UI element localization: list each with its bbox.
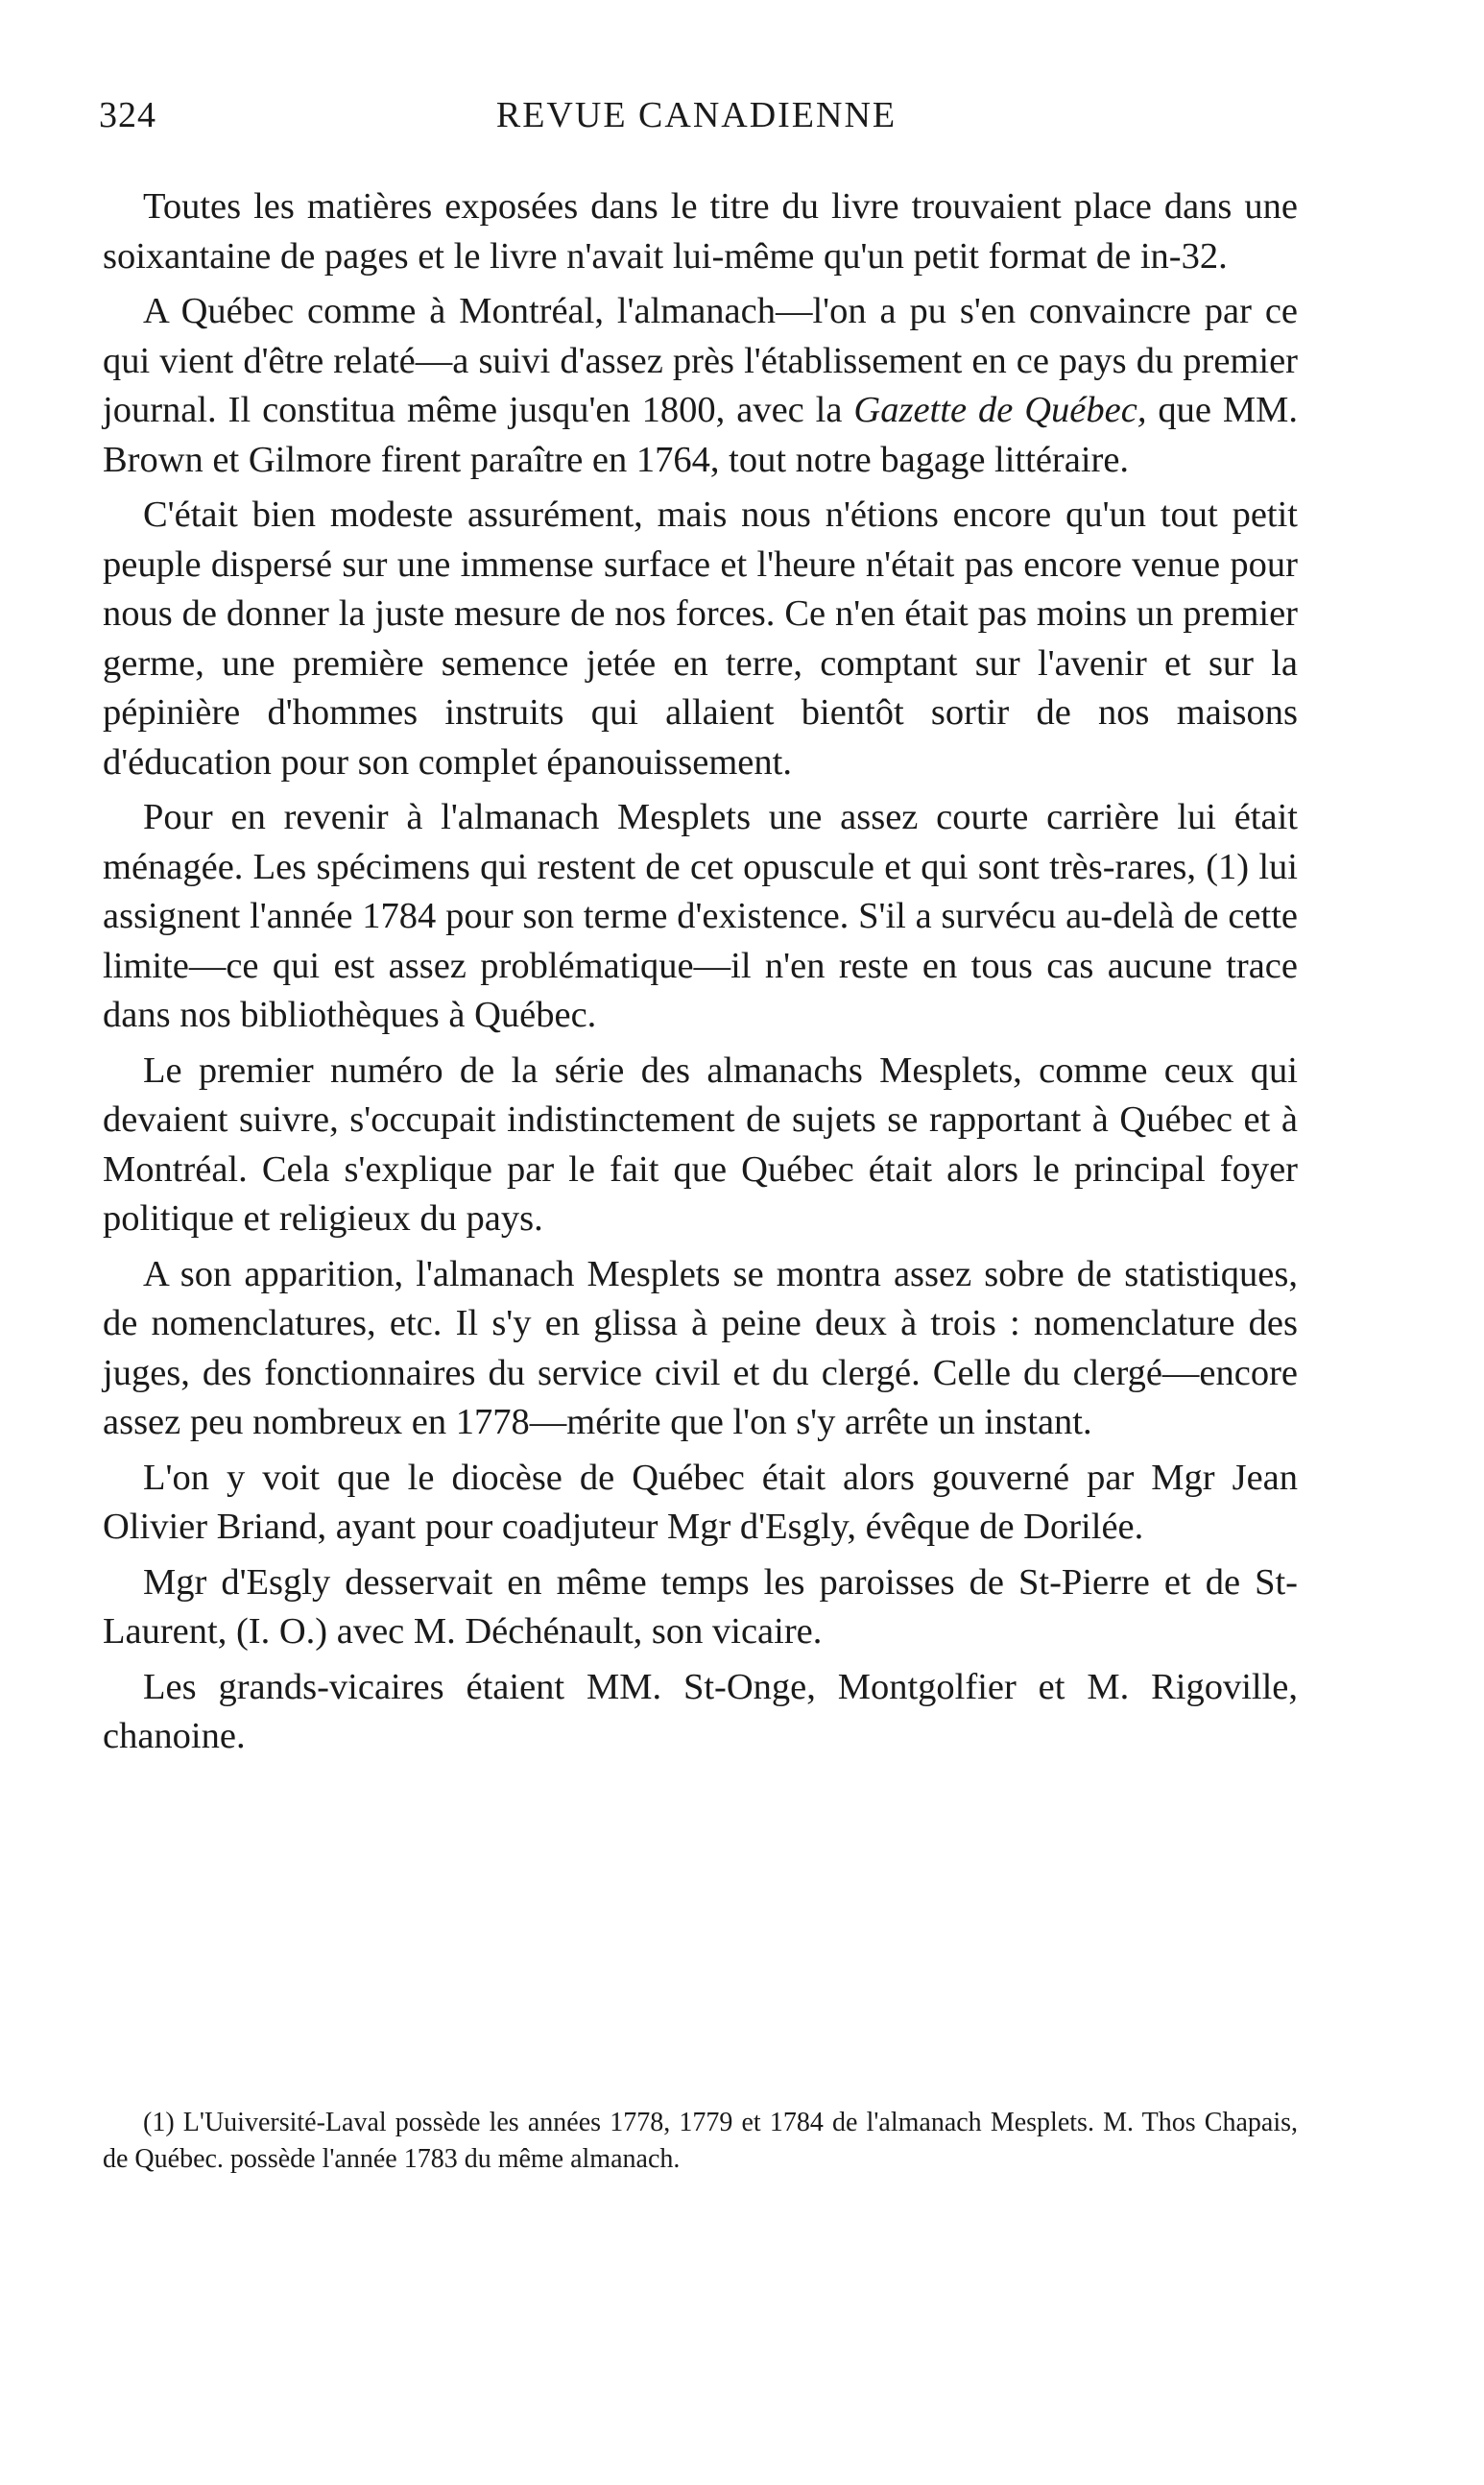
paragraph: Les grands-vicaires étaient MM. St-Onge, Montgolfier et M. Rigoville, chanoine. [103,1666,1298,1756]
page-number: 324 [99,95,156,135]
paragraph: Pour en revenir à l'almanach Mesplets une assez courte carrière lui était ménagée. Les spécimens qui restent de cet opuscule et qui sont très-rares, (1) lui assignent l'année 1784 pour son terme d'existence. S'il a survécu au-delà de cette limite—ce qui est assez problématique—il n'en reste en tous cas aucune trace dans nos bibliothèques à Québec. [103,797,1298,1035]
paragraph [103,287,1298,485]
footnotes [103,2105,1298,2178]
paragraph: Toutes les matières exposées dans le titre du livre trouvaient place dans une soixantaine de pages et le livre n'avait lui-même qu'un petit format de in-32. [103,186,1298,277]
paragraph: Le premier numéro de la série des almanachs Mesplets, comme ceux qui devaient suivre, s'occupait indistinctement de sujets se rapportant à Québec et à Montréal. Cela s'explique par le fait que Québec était alors le principal foyer politique et religieux du pays. [103,1049,1298,1239]
paragraph: L'on y voit que le diocèse de Québec était alors gouverné par Mgr Jean Olivier Briand, ayant pour coadjuteur Mgr d'Esgly, évêque de Dorilée. [103,1457,1298,1547]
paragraph-text: A Québec comme à Montréal, l'almanach—l'on a pu s'en convaincre par ce qui vient d'être relaté—a suivi d'assez près l'établissement en ce pays du premier journal. Il constitua même jusqu'en 1800, avec la [103,291,1298,430]
newspaper-title: Gazette de Québec, [853,390,1147,430]
page-header [99,94,1294,152]
paragraph: Mgr d'Esgly desservait en même temps les paroisses de St-Pierre et de St-Laurent, (I. O.) avec M. Déchénault, son vicaire. [103,1561,1298,1652]
footnote: (1) L'Uuiversité-Laval possède les années 1778, 1779 et 1784 de l'almanach Mesplets. M. Thos Chapais, de Québec. possède l'année 1783 du même almanach. [103,2108,1298,2174]
paragraph-text: que MM. Brown et Gilmore firent paraître en 1764, tout notre bagage littéraire. [103,390,1299,480]
paragraph: C'était bien modeste assurément, mais nous n'étions encore qu'un tout petit peuple dispersé sur une immense surface et l'heure n'était pas encore venue pour nous de donner la juste mesure de nos forces. Ce n'en était pas moins un premier germe, une première semence jetée en terre, comptant sur l'avenir et sur la pépinière d'hommes instruits qui allaient bientôt sortir de nos maisons d'éducation pour son complet épanouissement. [103,495,1298,783]
body-text [103,182,1298,1768]
paragraph: A son apparition, l'almanach Mesplets se montra assez sobre de statistiques, de nomenclatures, etc. Il s'y en glissa à peine deux à trois : nomenclature des juges, des fonctionnaires du service civil et du clergé. Celle du clergé—encore assez peu nombreux en 1778—mérite que l'on s'y arrête un instant. [103,1253,1298,1442]
running-title: REVUE CANADIENNE [495,95,898,135]
